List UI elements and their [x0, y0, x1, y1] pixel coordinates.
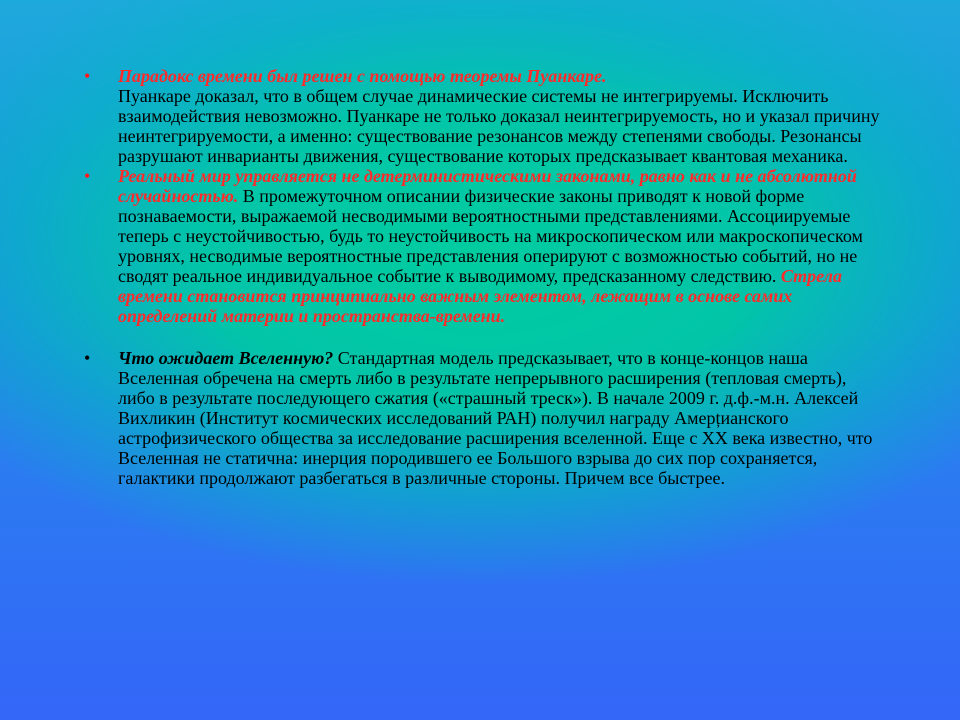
bullet-icon: •	[84, 348, 91, 368]
bullet-item-universe	[80, 348, 880, 488]
real-world-lead: Реальный мир управляется не детерминистическими законами, равно как и не абсолютной случайностью.	[118, 166, 857, 206]
poincare-heading	[118, 66, 880, 86]
poincare-heading-text: Парадокс времени был решен с помощью теоремы Пуанкаре.	[118, 66, 607, 86]
poincare-body	[118, 86, 880, 166]
bullet-item-real-world	[80, 166, 880, 326]
poincare-body-text: Пуанкаре доказал, что в общем случае динамические системы не интегрируемы. Исключить взаимодействия невозможно. Пуанкаре не только доказал неинтегрируемость, но и указал причину неинтегрируемости, а именно: существование резонансов между степенями свободы. Резонансы разрушают инварианты движения, существование которых предсказывает квантовая механика.	[118, 86, 880, 166]
bullet-icon: •	[84, 166, 91, 186]
real-world-paragraph	[118, 166, 880, 326]
universe-lead: Что ожидает Вселенную?	[118, 348, 334, 368]
arrow-of-time-text: Стрела времени становится принципиально важным элементом, лежащим в основе самих определений материи и пространства-времени.	[118, 266, 842, 326]
universe-paragraph	[118, 348, 880, 488]
real-world-body: В промежуточном описании физические законы приводят к новой форме познаваемости, выражаемой несводимыми вероятностными представлениями. Ассоциируемые теперь с неустойчивостью, будь то неустойчивость на микроскопическом или макроскопическом уровнях, несводимые вероятностные представления оперируют с возможностью событий, но не сводят реальное индивидуальное событие к выводимому, предсказанному следствию.	[118, 186, 863, 286]
bullet-item-poincare	[80, 66, 880, 166]
universe-body: Стандартная модель предсказывает, что в конце-концов наша Вселенная обречена на смерть либо в результате непрерывного расширения (тепловая смерть), либо в результате последующего сжатия («страшный треск»). В начале 2009 г. д.ф.-м.н. Алексей Вихликин (Институт космических исследований РАН) получил награду Амерțианского астрофизического общества за исследование расширения вселенной. Еще с XX века известно, что Вселенная не статична: инерция породившего ее Большого взрыва до сих пор сохраняется, галактики продолжают разбегаться в различные стороны. Причем все быстрее.	[118, 348, 873, 488]
slide-content	[80, 66, 880, 488]
spacer	[80, 326, 880, 348]
bullet-icon: •	[84, 66, 91, 86]
